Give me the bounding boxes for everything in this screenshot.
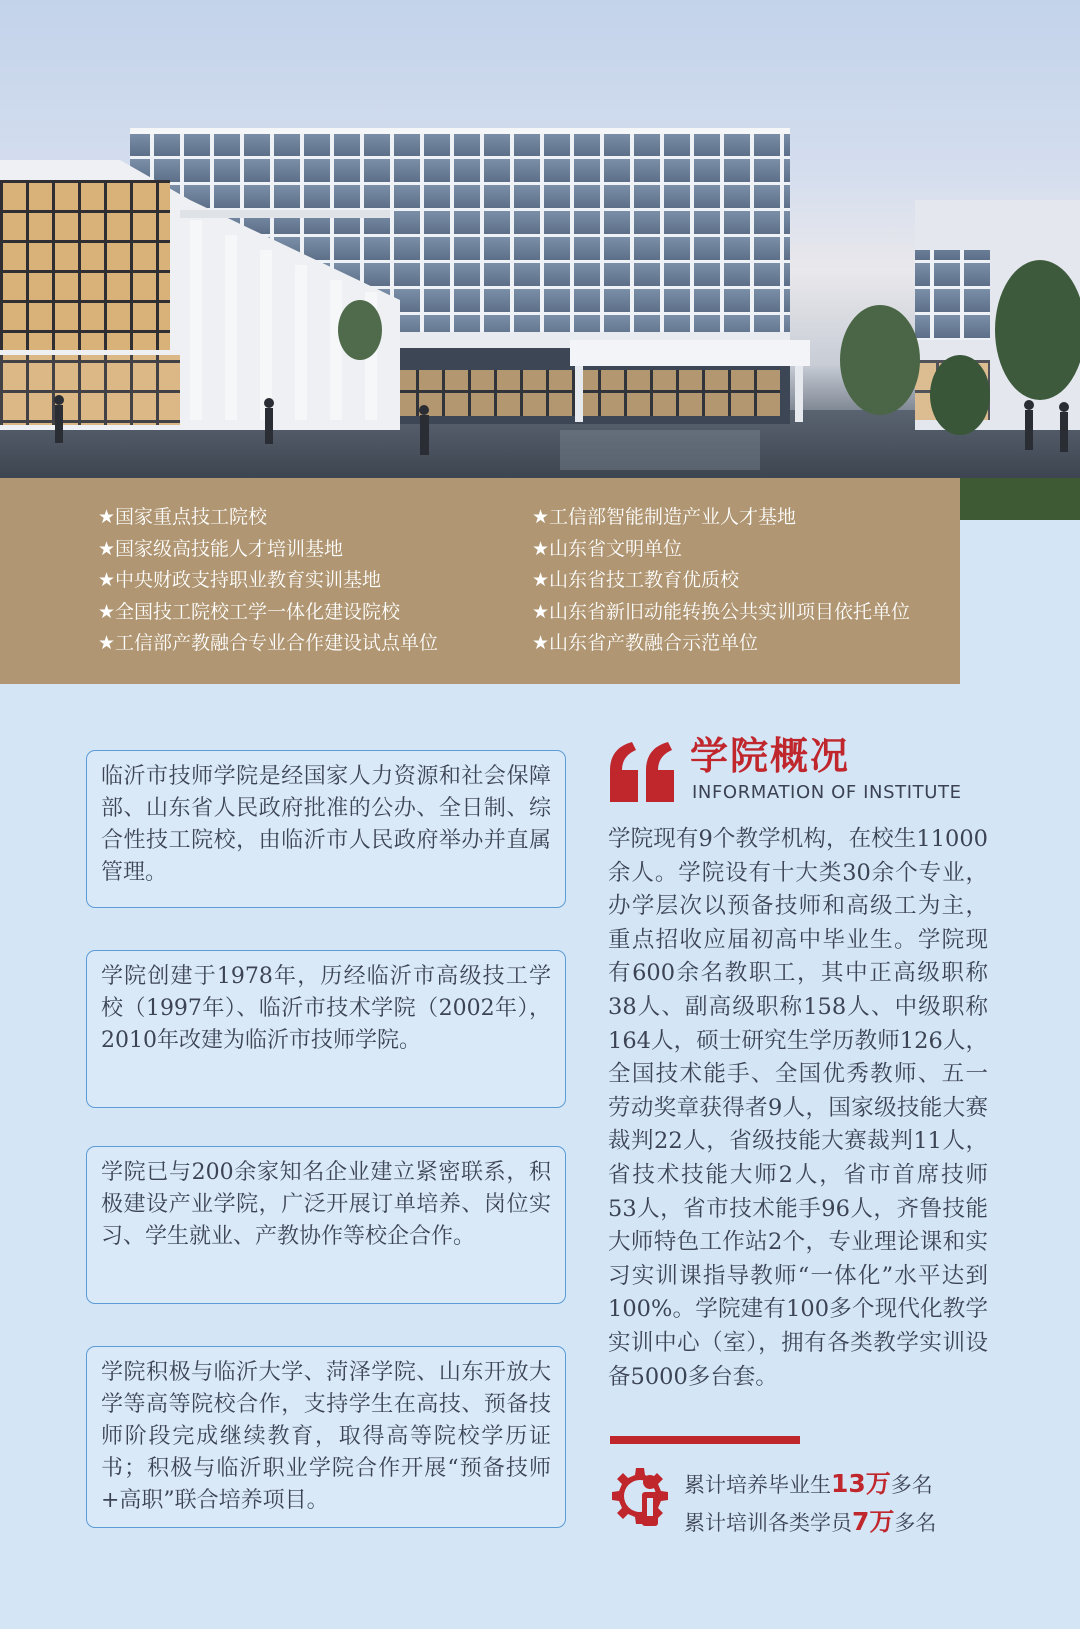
section-title: 学院概况 <box>690 734 851 778</box>
gear-person-icon <box>606 1462 672 1530</box>
stat-trainees <box>684 1502 936 1538</box>
honor-item: ★山东省新旧动能转换公共实训项目依托单位 <box>532 600 911 623</box>
overview-paragraph: 学院现有9个教学机构，在校生11000余人。学院设有十大类30余个专业，办学层次以预备技师和高级工为主，重点招收应届初高中毕业生。学院现有600余名教职工，其中正高级职称38人、副高级职称158人、中级职称164人，硕士研究生学历教师126人，全国技术能手、全国优秀教师、五一劳动奖章获得者9人，国家级技能大赛裁判22人，省级技能大赛裁判11人，省技术技能大师2人，省市首席技师53人，省市技术能手96人，齐鲁技能大师特色工作站2个，专业理论课和实习实训课指导教师“一体化”水平达到100%。学院建有100多个现代化教学实训中心（室），拥有各类教学实训设备5000多台套。 <box>608 826 988 1390</box>
honor-item: ★工信部智能制造产业人才基地 <box>532 506 797 528</box>
stat-graduates <box>684 1464 933 1500</box>
honor-item: ★山东省文明单位 <box>532 537 683 560</box>
intro-box: 临沂市技师学院是经国家人力资源和社会保障部、山东省人民政府批准的公办、全日制、综合性技工院校，由临沂市人民政府举办并直属管理。 <box>86 750 566 908</box>
section-subtitle: INFORMATION OF INSTITUTE <box>692 782 962 803</box>
stat-prefix: 累计培训各类学员 <box>684 1511 852 1535</box>
honor-item: ★全国技工院校工学一体化建设院校 <box>98 600 401 623</box>
honor-item: ★国家重点技工院校 <box>98 506 268 528</box>
honor-item: ★国家级高技能人才培训基地 <box>98 537 344 560</box>
stat-number: 13万 <box>831 1469 891 1498</box>
honors-left-list <box>98 502 438 660</box>
quote-mark-icon <box>606 740 680 806</box>
honor-item: ★工信部产教融合专业合作建设试点单位 <box>98 632 439 654</box>
university-cooperation-box: 学院积极与临沂大学、菏泽学院、山东开放大学等高等院校合作，支持学生在高技、预备技师阶段完成继续教育，取得高等院校学历证书；积极与临沂职业学院合作开展“预备技师+高职”联合培养项目。 <box>86 1346 566 1528</box>
stat-number: 7万 <box>852 1507 895 1536</box>
honors-band <box>0 478 960 684</box>
campus-building-illustration <box>0 0 1080 520</box>
enterprise-cooperation-box: 学院已与200余家知名企业建立紧密联系，积极建设产业学院，广泛开展订单培养、岗位实习、学生就业、产教协作等校企合作。 <box>86 1146 566 1304</box>
divider-bar <box>610 1436 800 1444</box>
honor-item: ★中央财政支持职业教育实训基地 <box>98 569 382 591</box>
stat-suffix: 多名 <box>890 1473 933 1497</box>
honor-item: ★山东省技工教育优质校 <box>532 569 740 591</box>
stat-suffix: 多名 <box>894 1511 937 1535</box>
stat-prefix: 累计培养毕业生 <box>684 1473 831 1497</box>
honors-right-list <box>532 502 910 660</box>
honor-item: ★山东省产教融合示范单位 <box>532 632 759 654</box>
campus-hero-image <box>0 0 1080 520</box>
history-box: 学院创建于1978年，历经临沂市高级技工学校（1997年）、临沂市技术学院（2002年），2010年改建为临沂市技师学院。 <box>86 950 566 1108</box>
